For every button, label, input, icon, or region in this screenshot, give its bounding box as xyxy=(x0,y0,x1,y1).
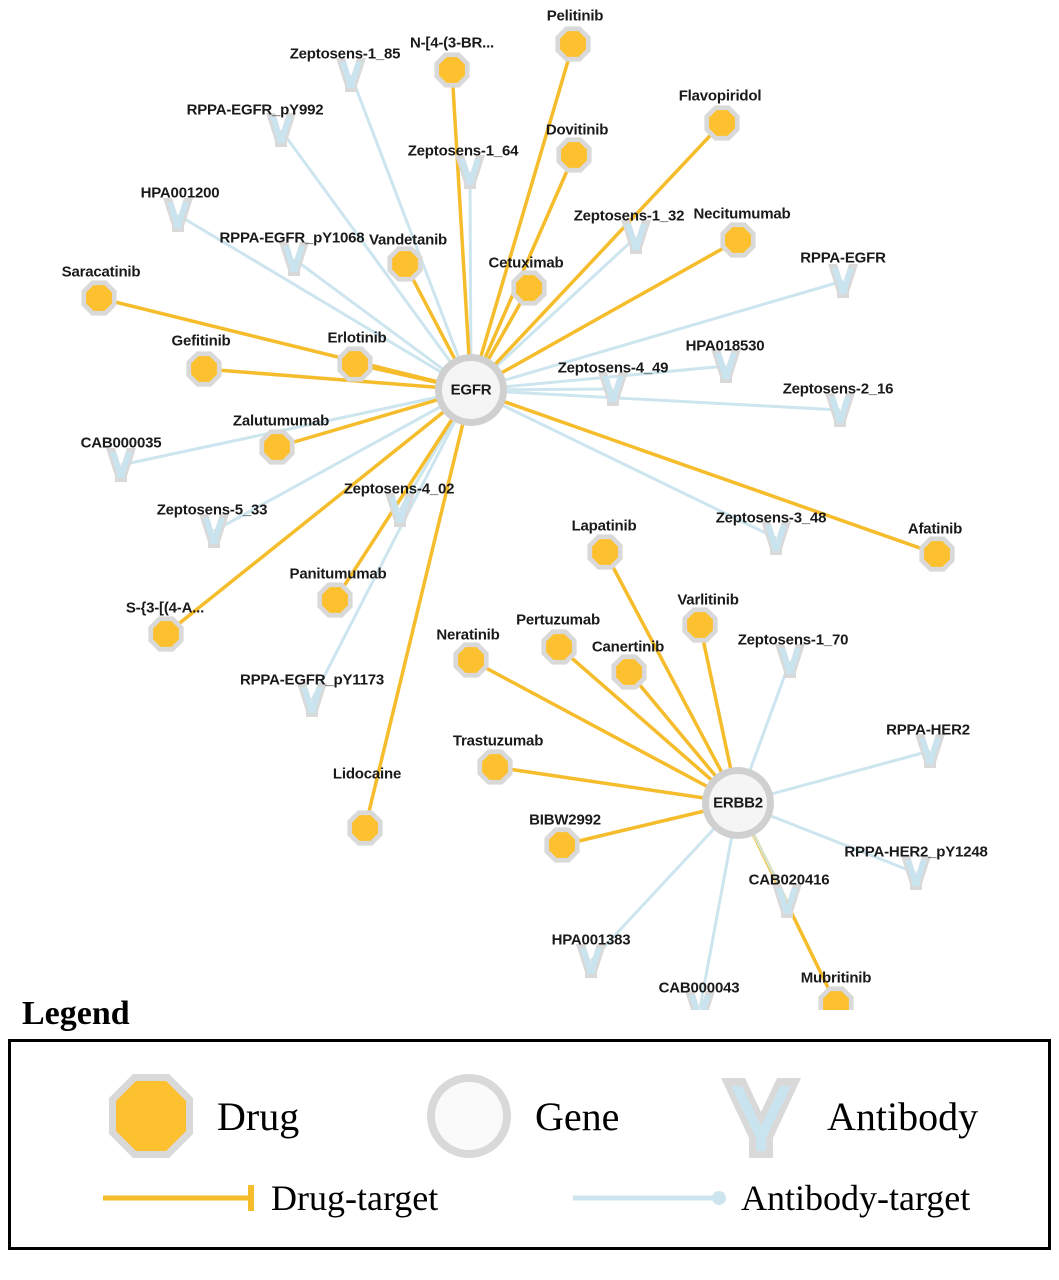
antibody-label: Zeptosens-4_02 xyxy=(343,480,455,498)
edge-drug-target xyxy=(452,70,471,390)
node-drug[interactable] xyxy=(544,827,579,862)
antibody-label: RPPA-EGFR_pY992 xyxy=(186,101,324,119)
node-drug[interactable] xyxy=(541,629,576,664)
node-drug[interactable] xyxy=(477,749,512,784)
legend-label-drug: Drug xyxy=(217,1093,300,1139)
antibody-label: CAB000035 xyxy=(80,434,162,452)
edge-drug-target xyxy=(471,390,937,554)
antibody-label: RPPA-HER2 xyxy=(886,721,970,739)
antibody-label: HPA018530 xyxy=(685,337,765,355)
drug-label: BIBW2992 xyxy=(529,811,601,829)
node-drug[interactable] xyxy=(682,607,717,642)
drug-label: Trastuzumab xyxy=(452,732,544,750)
antibody-label: Zeptosens-1_85 xyxy=(289,45,401,63)
legend-label-drug-target: Drug-target xyxy=(271,1178,439,1218)
drug-label: Vandetanib xyxy=(368,231,448,249)
antibody-label: Zeptosens-3_48 xyxy=(715,509,827,527)
drug-label: Lapatinib xyxy=(571,517,637,535)
drug-label: Gefitinib xyxy=(171,332,231,350)
antibody-label: Zeptosens-2_16 xyxy=(782,380,894,398)
drug-label: Necitumumab xyxy=(693,205,791,223)
antibody-label: RPPA-EGFR_pY1068 xyxy=(219,229,365,247)
drug-label: Zalutumumab xyxy=(232,412,330,430)
antibody-target-edge-icon xyxy=(571,1178,731,1218)
node-drug[interactable] xyxy=(259,429,294,464)
edge-antibody-target xyxy=(312,390,471,700)
legend-shapes-row xyxy=(11,1056,1048,1166)
antibody-label: Zeptosens-5_33 xyxy=(156,501,268,519)
gene-label: ERBB2 xyxy=(713,794,763,812)
legend xyxy=(8,995,1051,1250)
gene-icon xyxy=(419,1066,519,1166)
drug-label: Dovitinib xyxy=(545,121,609,139)
node-drug[interactable] xyxy=(317,582,352,617)
antibody-label: Zeptosens-1_32 xyxy=(573,207,685,225)
drug-label: Panitumumab xyxy=(289,565,387,583)
legend-item-antibody-target xyxy=(571,1177,970,1219)
drug-label: Pertuzumab xyxy=(516,611,600,629)
drug-label: S-{3-[(4-A... xyxy=(125,599,205,617)
legend-item-drug xyxy=(101,1066,299,1166)
node-drug[interactable] xyxy=(611,654,646,689)
legend-item-gene xyxy=(419,1066,619,1166)
node-drug[interactable] xyxy=(556,137,591,172)
node-drug[interactable] xyxy=(453,642,488,677)
drug-label: N-[4-(3-BR... xyxy=(409,34,495,52)
antibody-label: Zeptosens-1_64 xyxy=(407,142,519,160)
antibody-label: RPPA-EGFR xyxy=(800,249,886,267)
drug-label: Erlotinib xyxy=(327,329,387,347)
antibody-label: RPPA-EGFR_pY1173 xyxy=(239,671,385,689)
legend-label-antibody: Antibody xyxy=(827,1093,979,1139)
legend-item-antibody xyxy=(711,1066,978,1166)
antibody-label: Zeptosens-1_70 xyxy=(737,631,849,649)
drug-label: Canertinib xyxy=(591,638,665,656)
node-drug[interactable] xyxy=(587,534,622,569)
node-drug[interactable] xyxy=(704,105,739,140)
legend-item-drug-target xyxy=(101,1177,438,1219)
node-drug[interactable] xyxy=(511,270,546,305)
gene-label: EGFR xyxy=(450,381,492,399)
legend-label-antibody-target: Antibody-target xyxy=(741,1178,971,1218)
node-drug[interactable] xyxy=(434,52,469,87)
drug-label: Afatinib xyxy=(907,520,963,538)
legend-title: Legend xyxy=(22,995,130,1032)
node-drug[interactable] xyxy=(720,222,755,257)
drug-target-edge-icon xyxy=(101,1178,261,1218)
node-drug[interactable] xyxy=(555,26,590,61)
drug-label: Pelitinib xyxy=(546,7,604,25)
legend-box xyxy=(8,1039,1051,1250)
drug-label: Neratinib xyxy=(436,626,500,644)
antibody-label: CAB020416 xyxy=(748,871,830,889)
node-drug[interactable] xyxy=(919,536,954,571)
drug-label: Mubritinib xyxy=(800,969,872,987)
node-drug[interactable] xyxy=(81,280,116,315)
drug-icon xyxy=(101,1066,201,1166)
node-drug[interactable] xyxy=(387,246,422,281)
drug-label: Saracatinib xyxy=(61,263,141,281)
node-drug[interactable] xyxy=(347,810,382,845)
legend-label-gene: Gene xyxy=(535,1093,620,1139)
antibody-label: HPA001200 xyxy=(140,184,220,202)
node-drug[interactable] xyxy=(337,346,372,381)
antibody-label: RPPA-HER2_pY1248 xyxy=(844,843,988,861)
antibody-icon xyxy=(711,1066,811,1166)
antibody-label: CAB000043 xyxy=(658,979,740,997)
edge-drug-target xyxy=(365,390,471,828)
antibody-label: Zeptosens-4_49 xyxy=(557,359,669,377)
node-drug[interactable] xyxy=(148,616,183,651)
legend-edges-row xyxy=(11,1177,1048,1237)
antibody-label: HPA001383 xyxy=(551,931,631,949)
drug-label: Lidocaine xyxy=(332,765,402,783)
drug-label: Flavopiridol xyxy=(678,87,762,105)
drug-label: Varlitinib xyxy=(677,591,739,609)
node-drug[interactable] xyxy=(186,351,221,386)
drug-label: Cetuximab xyxy=(488,254,564,272)
